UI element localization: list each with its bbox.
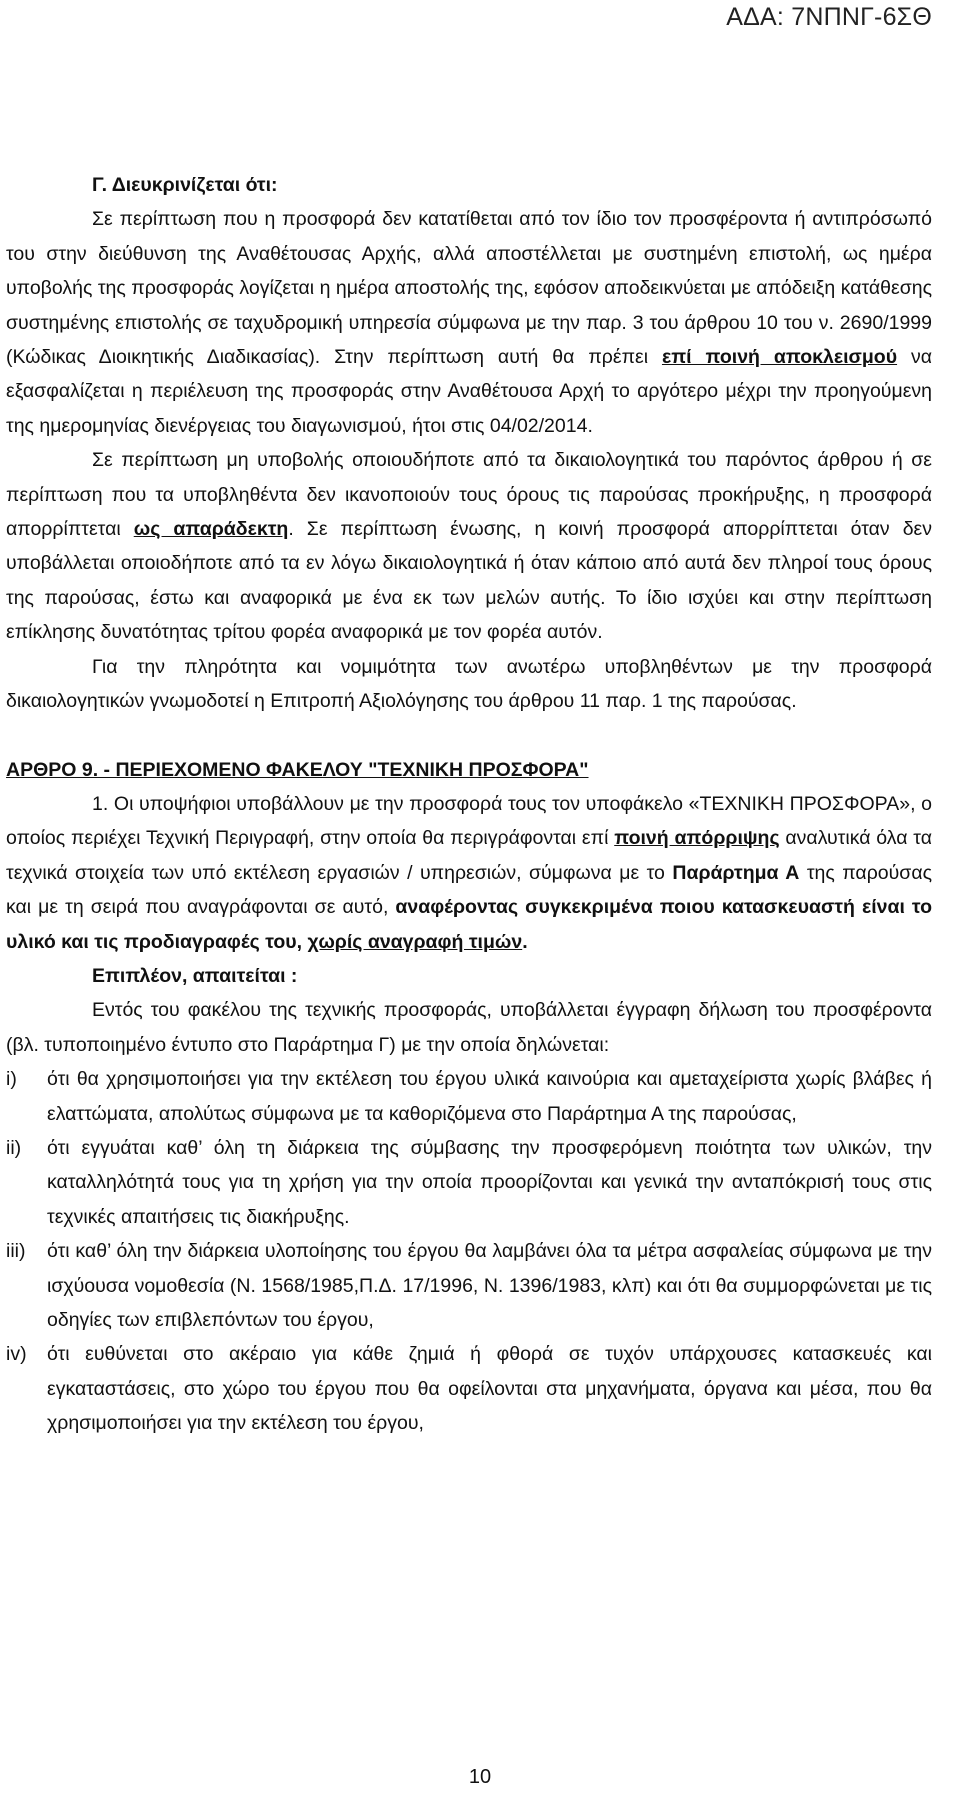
section-g-paragraph-1: [6, 202, 932, 443]
list-item: [6, 1062, 932, 1131]
emphasis-underlined: χωρίς αναγραφή τιμών: [307, 930, 523, 953]
list-item-number: ii): [6, 1136, 22, 1159]
article-9-title: ΑΡΘΡΟ 9. - ΠΕΡΙΕΧΟΜΕΝΟ ΦΑΚΕΛΟΥ "ΤΕΧΝΙΚΗ ΠΡΟΣΦΟΡΑ": [6, 758, 589, 781]
text-run: Σε περίπτωση μη υποβολής οποιουδήποτε από τα δικαιολογητικά του παρόντος άρθρου ή σε περίπτωση που τα υποβληθέντα δεν ικανοποιούν τους όρους τις παρούσας προκήρυξης, η προσφορά απορρίπτεται: [6, 449, 932, 541]
text-run: . Σε περίπτωση ένωσης, η κοινή προσφορά απορρίπτεται όταν δεν υποβάλλεται οποιοδήποτε από τα εν λόγω δικαιολογητικά ή όταν κάποιο από αυτά δεν πληροί τους όρους της παρούσας, έστω και αναφορικά με ένα εκ των μελών αυτής. Το ίδιο ισχύει και στην περίπτωση επίκλησης δυνατότητας τρίτου φορέα αναφορικά με τον φορέα αυτόν.: [6, 518, 932, 644]
emphasis-underlined: επί ποινή αποκλεισμού: [661, 346, 898, 369]
list-item-number: iv): [6, 1343, 27, 1366]
spacer: [6, 719, 932, 753]
text-run: να εξασφαλίζεται η περιέλευση της προσφοράς στην Αναθέτουσα Αρχή το αργότερο μέχρι την προηγούμενη της ημερομηνίας διενέργειας του διαγωνισμού, ήτοι στις 04/02/2014.: [6, 346, 932, 437]
article-9-paragraph-2: Εντός του φακέλου της τεχνικής προσφοράς, υποβάλλεται έγγραφη δήλωση του προσφέροντα (βλ. τυποποιημένο έντυπο στο Παράρτημα Γ) με την οποία δηλώνεται:: [6, 999, 932, 1056]
text-run: της παρούσας και με τη σειρά που αναγράφονται σε αυτό,: [6, 861, 932, 919]
list-item-text: ότι εγγυάται καθ’ όλη τη διάρκεια της σύμβασης την προσφερόμενη ποιότητα των υλικών, την καταλληλότητά τους για τη χρήση για την οποία προορίζονται και γενικά την ανταπόκρισή τους στις τεχνικές απαιτήσεις τις διακήρυξης.: [47, 1136, 932, 1228]
emphasis-bold: Παράρτημα Α: [672, 861, 800, 884]
list-item-number: i): [6, 1068, 17, 1091]
emphasis-bold: αναφέροντας συγκεκριμένα ποιου κατασκευαστή είναι το υλικό και τις προδιαγραφές του,: [6, 896, 932, 953]
section-g-paragraph-3: Για την πληρότητα και νομιμότητα των ανωτέρω υποβληθέντων με την προσφορά δικαιολογητικών γνωμοδοτεί η Επιτροπή Αξιολόγησης του άρθρου 11 παρ. 1 της παρούσας.: [6, 655, 932, 713]
emphasis-underlined: ως απαράδεκτη: [133, 518, 289, 541]
emphasis-bold: .: [522, 930, 528, 953]
list-item-text: ότι θα χρησιμοποιήσει για την εκτέλεση του έργου υλικά καινούρια και αμεταχείριστα χωρίς βλάβες ή ελαττώματα, απολύτως σύμφωνα με τα καθοριζόμενα στο Παράρτημα Α της παρούσας,: [47, 1068, 932, 1125]
document-body: [6, 168, 932, 1441]
list-item: [6, 1234, 932, 1337]
section-g-heading: Γ. Διευκρινίζεται ότι:: [92, 174, 278, 196]
section-g-paragraph-2: [6, 443, 932, 649]
declaration-list: [6, 1062, 932, 1440]
list-item: [6, 1131, 932, 1234]
also-required-heading: Επιπλέον, απαιτείται :: [92, 964, 298, 987]
text-run: 1. Οι υποψήφιοι υποβάλλουν με την προσφορά τους τον υποφάκελο «ΤΕΧΝΙΚΗ ΠΡΟΣΦΟΡΑ», ο οποίος περιέχει Τεχνική Περιγραφή, στην οποία θα περιγράφονται επί: [6, 792, 932, 850]
list-item: [6, 1337, 932, 1440]
ada-code: ΑΔΑ: 7ΝΠΝΓ-6ΣΘ: [726, 3, 932, 31]
article-9-paragraph-1: [6, 787, 932, 959]
list-item-text: ότι ευθύνεται στο ακέραιο για κάθε ζημιά ή φθορά σε τυχόν υπάρχουσες κατασκευές και εγκαταστάσεις, στο χώρο του έργου που θα οφείλονται στα μηχανήματα, όργανα και μέσα, που θα χρησιμοποιήσει για την εκτέλεση του έργου,: [47, 1343, 932, 1435]
text-run: Σε περίπτωση που η προσφορά δεν κατατίθεται από τον ίδιο τον προσφέροντα ή αντιπρόσωπό του στην διεύθυνση της Αναθέτουσας Αρχής, αλλά αποστέλλεται με συστημένη επιστολή, ως ημέρα υποβολής της προσφοράς λογίζεται η ημέρα αποστολής της, εφόσον αποδεικνύεται με απόδειξη κατάθεσης συστημένης επιστολής σε ταχυδρομική υπηρεσία σύμφωνα με την παρ. 3 του άρθρου 10 του ν. 2690/1999 (Κώδικας Διοικητικής Διαδικασίας). Στην περίπτωση αυτή θα πρέπει: [6, 208, 932, 369]
emphasis-underlined: ποινή απόρριψης: [614, 827, 780, 850]
list-item-number: iii): [6, 1240, 26, 1263]
text-run: αναλυτικά όλα τα τεχνικά στοιχεία των υπό εκτέλεση εργασιών / υπηρεσιών, σύμφωνα με το: [6, 827, 932, 884]
page-number: 10: [468, 1766, 492, 1788]
list-item-text: ότι καθ’ όλη την διάρκεια υλοποίησης του έργου θα λαμβάνει όλα τα μέτρα ασφαλείας σύμφωνα με την ισχύουσα νομοθεσία (Ν. 1568/1985,Π.Δ. 17/1996, Ν. 1396/1983, κλπ) και ότι θα συμμορφώνεται με τις οδηγίες των επιβλεπόντων του έργου,: [47, 1240, 932, 1331]
